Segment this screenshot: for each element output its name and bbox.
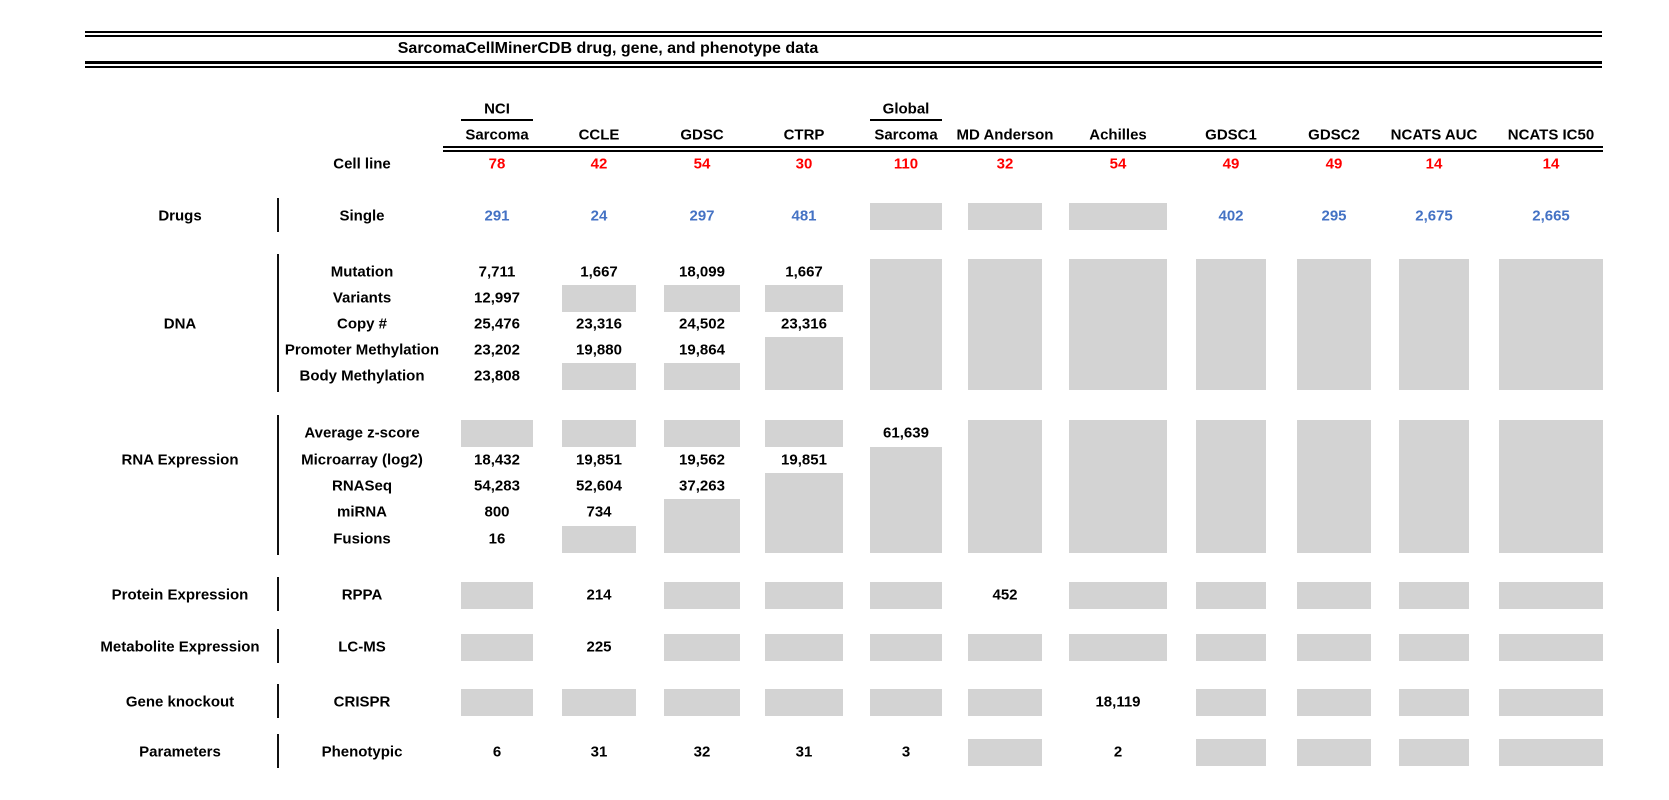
value-promoter-methylation-2: 19,864 <box>679 341 725 359</box>
no-data-box-lc-ms-0 <box>461 634 533 661</box>
no-data-box-rppa-10 <box>1499 582 1603 609</box>
no-data-box-lc-ms-5 <box>968 634 1042 661</box>
cell-line-label: Cell line <box>333 155 391 173</box>
no-data-box-crispr-4 <box>870 689 942 716</box>
column-header-underline-global <box>870 119 942 121</box>
value-microarray-log2-1: 19,851 <box>576 451 622 469</box>
value-phenotypic-1: 31 <box>590 743 608 761</box>
row-label-fusions: Fusions <box>333 530 391 548</box>
no-data-box-lc-ms-8 <box>1297 634 1371 661</box>
no-data-box-phenotypic-9 <box>1399 739 1469 766</box>
title-rule-bottom-1 <box>85 61 1602 64</box>
no-data-box-body-methylation-2 <box>664 363 740 390</box>
row-label-rppa: RPPA <box>341 586 383 604</box>
category-label-parameters: Parameters <box>139 743 221 761</box>
no-data-box-single-4 <box>870 203 942 230</box>
column-header-ccle-1: CCLE <box>578 126 620 144</box>
column-header-gdsc1-7: GDSC1 <box>1205 126 1257 144</box>
column-header-ncats-ic50-10: NCATS IC50 <box>1507 126 1595 144</box>
value-lc-ms-1: 225 <box>586 638 612 656</box>
value-microarray-log2-2: 19,562 <box>679 451 725 469</box>
value-microarray-log2-0: 18,432 <box>474 451 520 469</box>
no-data-box-rppa-7 <box>1196 582 1266 609</box>
category-label-dna: DNA <box>163 315 197 333</box>
row-label-lc-ms: LC-MS <box>338 638 386 656</box>
header-rule-1 <box>443 146 1603 148</box>
no-data-box-crispr-9 <box>1399 689 1469 716</box>
column-header-top-nci: NCI <box>484 100 510 118</box>
row-label-crispr: CRISPR <box>333 693 391 711</box>
cell-line-count-1: 42 <box>590 155 608 173</box>
value-rppa-1: 214 <box>586 586 612 604</box>
row-label-body-methylation: Body Methylation <box>299 367 425 385</box>
category-divider-dna <box>277 254 279 392</box>
no-data-box-lc-ms-4 <box>870 634 942 661</box>
value-promoter-methylation-0: 23,202 <box>474 341 520 359</box>
value-single-8: 295 <box>1321 207 1347 225</box>
column-header-ctrp-3: CTRP <box>783 126 825 144</box>
value-phenotypic-3: 31 <box>795 743 813 761</box>
row-label-average-z-score: Average z-score <box>304 424 420 442</box>
no-data-box-crispr-5 <box>968 689 1042 716</box>
no-data-box-average-z-score-0 <box>461 420 533 447</box>
row-label-mutation: Mutation <box>330 263 394 281</box>
cell-line-count-0: 78 <box>488 155 506 173</box>
category-divider-protein-expression <box>277 577 279 611</box>
column-header-gdsc-2: GDSC <box>680 126 724 144</box>
cell-line-count-5: 32 <box>996 155 1014 173</box>
value-single-0: 291 <box>484 207 510 225</box>
no-data-box-crispr-7 <box>1196 689 1266 716</box>
no-data-box-single-5 <box>968 203 1042 230</box>
row-label-rnaseq: RNASeq <box>331 477 393 495</box>
value-rnaseq-2: 37,263 <box>679 477 725 495</box>
no-data-box-lc-ms-2 <box>664 634 740 661</box>
no-data-box-crispr-2 <box>664 689 740 716</box>
row-label-mirna: miRNA <box>336 503 388 521</box>
title-rule-bottom-2 <box>85 66 1602 68</box>
value-phenotypic-2: 32 <box>693 743 711 761</box>
no-data-box-variants-3 <box>765 285 843 312</box>
figure-title: SarcomaCellMinerCDB drug, gene, and phenotype data <box>397 40 819 57</box>
value-copy-1: 23,316 <box>576 315 622 333</box>
category-divider-drugs <box>277 198 279 232</box>
no-data-box-promoter-methylation-3 <box>765 337 843 390</box>
no-data-box-lc-ms-7 <box>1196 634 1266 661</box>
no-data-box-mutation-10 <box>1499 259 1603 390</box>
column-header-gdsc2-8: GDSC2 <box>1308 126 1360 144</box>
value-copy-0: 25,476 <box>474 315 520 333</box>
value-mutation-2: 18,099 <box>679 263 725 281</box>
no-data-box-rppa-2 <box>664 582 740 609</box>
no-data-box-average-z-score-10 <box>1499 420 1603 553</box>
no-data-box-rppa-4 <box>870 582 942 609</box>
cell-line-count-10: 14 <box>1542 155 1560 173</box>
value-crispr-6: 18,119 <box>1095 693 1141 711</box>
category-label-metabolite-expression: Metabolite Expression <box>100 638 260 656</box>
value-microarray-log2-3: 19,851 <box>781 451 827 469</box>
value-mutation-0: 7,711 <box>478 263 516 281</box>
no-data-box-phenotypic-8 <box>1297 739 1371 766</box>
value-phenotypic-6: 2 <box>1113 743 1123 761</box>
no-data-box-mutation-4 <box>870 259 942 390</box>
row-label-copy: Copy # <box>336 315 388 333</box>
no-data-box-lc-ms-6 <box>1069 634 1167 661</box>
no-data-box-average-z-score-5 <box>968 420 1042 553</box>
no-data-box-mutation-7 <box>1196 259 1266 390</box>
value-mutation-1: 1,667 <box>580 263 618 281</box>
no-data-box-average-z-score-9 <box>1399 420 1469 553</box>
cell-line-count-9: 14 <box>1425 155 1443 173</box>
value-average-z-score-4: 61,639 <box>883 424 929 442</box>
no-data-box-variants-1 <box>562 285 636 312</box>
title-rule-top-1 <box>85 31 1602 33</box>
value-rppa-5: 452 <box>992 586 1018 604</box>
value-phenotypic-0: 6 <box>492 743 502 761</box>
value-fusions-0: 16 <box>488 530 506 548</box>
value-rnaseq-0: 54,283 <box>474 477 520 495</box>
no-data-box-microarray-log2-4 <box>870 447 942 553</box>
no-data-box-rppa-3 <box>765 582 843 609</box>
value-copy-3: 23,316 <box>781 315 827 333</box>
no-data-box-rppa-8 <box>1297 582 1371 609</box>
row-label-variants: Variants <box>332 289 392 307</box>
no-data-box-rppa-9 <box>1399 582 1469 609</box>
category-label-rna-expression: RNA Expression <box>121 451 239 469</box>
no-data-box-crispr-10 <box>1499 689 1603 716</box>
value-rnaseq-1: 52,604 <box>576 477 622 495</box>
category-label-protein-expression: Protein Expression <box>111 586 249 604</box>
row-label-phenotypic: Phenotypic <box>321 743 403 761</box>
value-mirna-1: 734 <box>586 503 612 521</box>
column-header-top-global: Global <box>882 100 930 118</box>
row-label-single: Single <box>339 207 385 225</box>
value-single-9: 2,675 <box>1415 207 1453 225</box>
no-data-box-phenotypic-5 <box>968 739 1042 766</box>
column-header-ncats-auc-9: NCATS AUC <box>1390 126 1478 144</box>
no-data-box-body-methylation-1 <box>562 363 636 390</box>
value-copy-2: 24,502 <box>679 315 725 333</box>
category-divider-rna-expression <box>277 415 279 555</box>
no-data-box-average-z-score-2 <box>664 420 740 447</box>
header-rule-2 <box>443 150 1603 152</box>
no-data-box-mutation-6 <box>1069 259 1167 390</box>
column-header-underline-nci <box>461 119 533 121</box>
value-single-10: 2,665 <box>1532 207 1570 225</box>
no-data-box-average-z-score-6 <box>1069 420 1167 553</box>
column-header-md-anderson-5: MD Anderson <box>956 126 1054 144</box>
category-divider-gene-knockout <box>277 684 279 718</box>
no-data-box-lc-ms-10 <box>1499 634 1603 661</box>
no-data-box-average-z-score-1 <box>562 420 636 447</box>
no-data-box-fusions-1 <box>562 526 636 553</box>
cell-line-count-6: 54 <box>1109 155 1127 173</box>
no-data-box-rppa-0 <box>461 582 533 609</box>
no-data-box-phenotypic-7 <box>1196 739 1266 766</box>
no-data-box-crispr-0 <box>461 689 533 716</box>
title-rule-top-2 <box>85 35 1602 37</box>
no-data-box-single-6 <box>1069 203 1167 230</box>
category-divider-metabolite-expression <box>277 629 279 663</box>
cell-line-count-3: 30 <box>795 155 813 173</box>
category-label-drugs: Drugs <box>158 207 202 225</box>
no-data-box-average-z-score-3 <box>765 420 843 447</box>
row-label-promoter-methylation: Promoter Methylation <box>284 341 440 359</box>
value-mutation-3: 1,667 <box>785 263 823 281</box>
cell-line-count-4: 110 <box>893 155 919 173</box>
no-data-box-mutation-5 <box>968 259 1042 390</box>
no-data-box-crispr-1 <box>562 689 636 716</box>
value-phenotypic-4: 3 <box>901 743 911 761</box>
no-data-box-lc-ms-3 <box>765 634 843 661</box>
cell-line-count-8: 49 <box>1325 155 1343 173</box>
category-label-gene-knockout: Gene knockout <box>125 693 235 711</box>
value-body-methylation-0: 23,808 <box>474 367 520 385</box>
value-single-7: 402 <box>1218 207 1244 225</box>
value-single-1: 24 <box>590 207 608 225</box>
value-mirna-0: 800 <box>484 503 510 521</box>
no-data-box-mutation-9 <box>1399 259 1469 390</box>
no-data-box-lc-ms-9 <box>1399 634 1469 661</box>
no-data-box-rppa-6 <box>1069 582 1167 609</box>
column-header-achilles-6: Achilles <box>1089 126 1147 144</box>
cell-line-count-2: 54 <box>693 155 711 173</box>
category-divider-parameters <box>277 734 279 768</box>
cell-line-count-7: 49 <box>1222 155 1240 173</box>
no-data-box-rnaseq-3 <box>765 473 843 553</box>
value-promoter-methylation-1: 19,880 <box>576 341 622 359</box>
row-label-microarray-log2: Microarray (log2) <box>301 451 423 469</box>
no-data-box-crispr-3 <box>765 689 843 716</box>
no-data-box-crispr-8 <box>1297 689 1371 716</box>
value-single-2: 297 <box>689 207 715 225</box>
no-data-box-mirna-2 <box>664 499 740 553</box>
no-data-box-mutation-8 <box>1297 259 1371 390</box>
no-data-box-variants-2 <box>664 285 740 312</box>
no-data-box-phenotypic-10 <box>1499 739 1603 766</box>
column-header-sarcoma-0: Sarcoma <box>465 126 529 144</box>
no-data-box-average-z-score-8 <box>1297 420 1371 553</box>
value-single-3: 481 <box>791 207 817 225</box>
no-data-box-average-z-score-7 <box>1196 420 1266 553</box>
value-variants-0: 12,997 <box>474 289 520 307</box>
column-header-sarcoma-4: Sarcoma <box>874 126 938 144</box>
